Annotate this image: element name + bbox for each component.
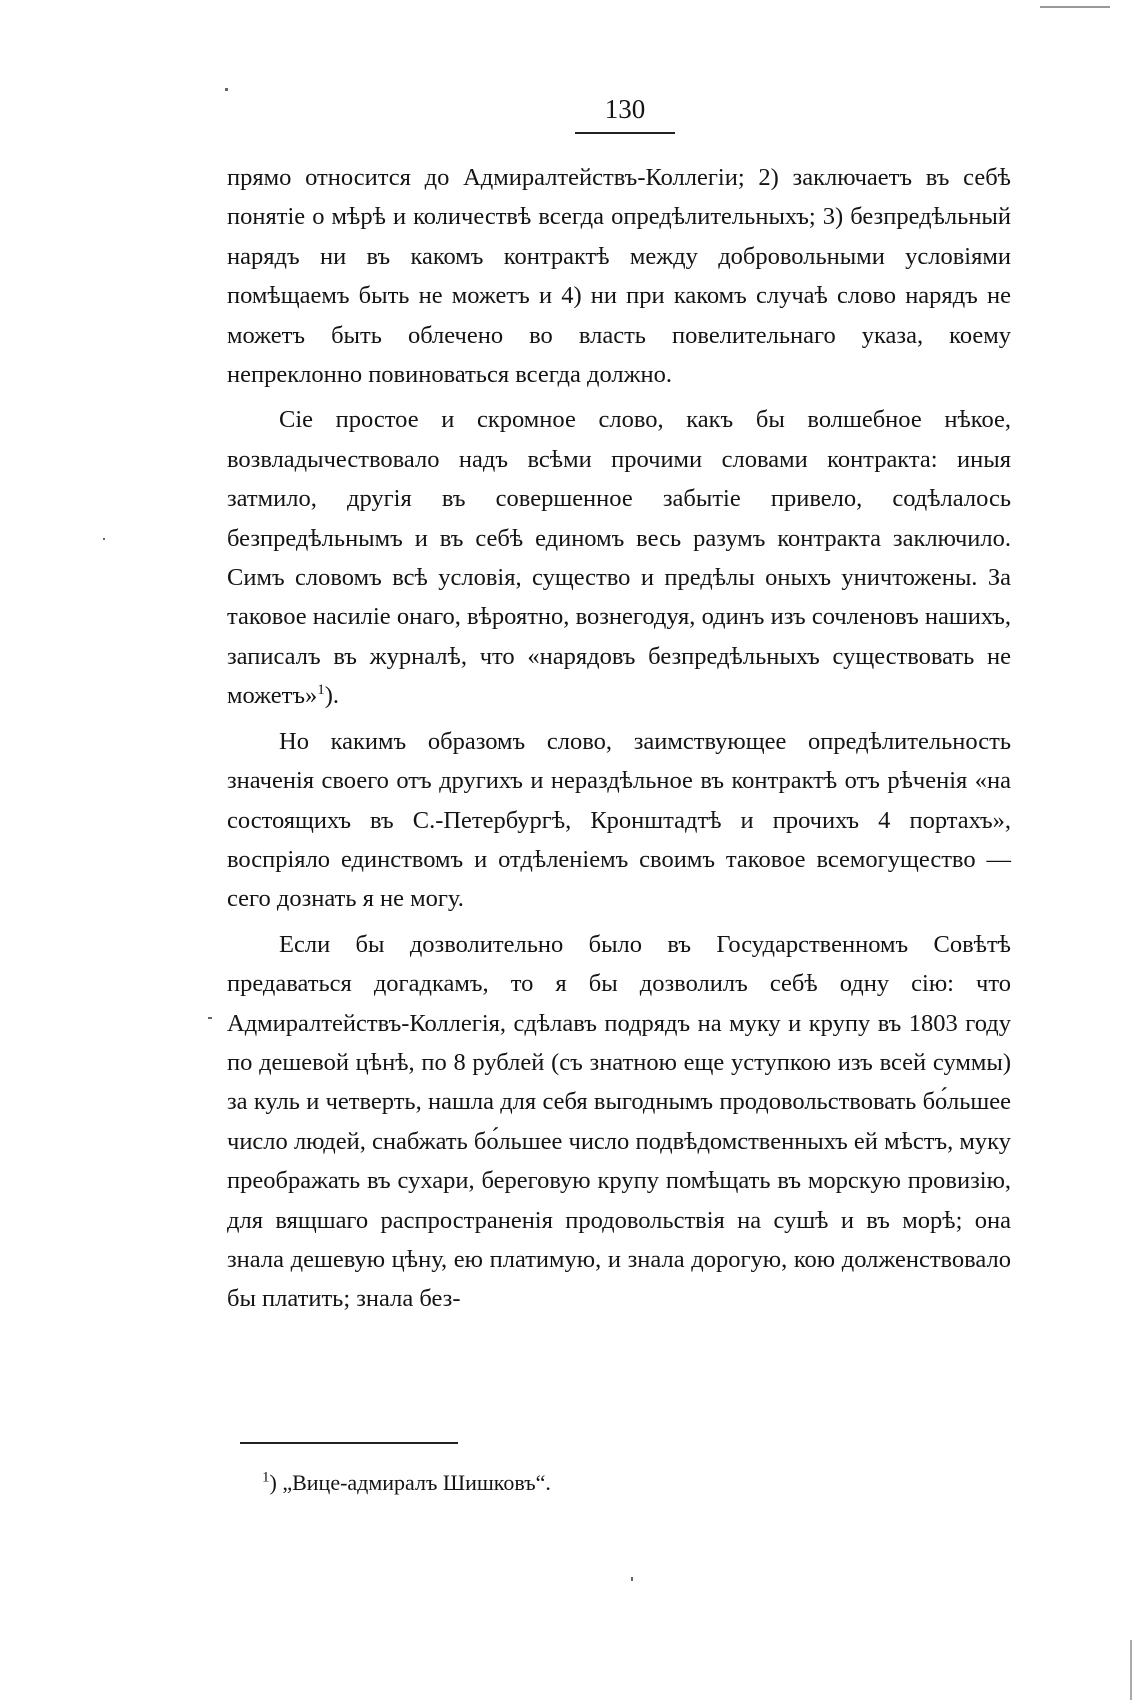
paragraph-1: прямо относится до Адмиралтействъ-Коллегіи; 2) заключаетъ въ себѣ понятіе о мѣрѣ и количествѣ всегда опредѣлительныхъ; 3) безпредѣльный нарядъ ни въ какомъ контрактѣ между добровольными условіями помѣщаемъ быть не можетъ и 4) ни при какомъ случаѣ слово нарядъ не можетъ быть облечено во власть повелительнаго указа, коему непреклонно повиноваться всегда должно. [227,164,1011,389]
footnote-reference: 1 [317,682,325,699]
paragraph-2-tail: ). [324,682,340,710]
page-number: 130 [604,94,646,124]
scan-speck [208,1017,212,1019]
paragraph-4: Если бы дозволительно было въ Государственномъ Совѣтѣ предаваться догадкамъ, то я бы дозволилъ себѣ одну сію: что Адмиралтействъ-Коллегія, сдѣлавъ подрядъ на муку и крупу въ 1803 году по дешевой цѣнѣ, по 8 рублей (съ знатною еще уступкою изъ всей суммы) за куль и четверть, нашла для себя выгоднымъ продовольствовать бо́льшее число людей, снабжать бо́льшее число подвѣдомственныхъ ей мѣстъ, муку преображать въ сухари, береговую крупу помѣщать въ морскую провизію, для вящшаго распространенія продовольствія на сушѣ и въ морѣ; она знала дешевую цѣну, ею платимую, и знала дорогую, кою долженствовало бы платить; знала без- [227,930,1011,1313]
footnote-mark: 1 [262,1469,270,1486]
body-text [227,158,1011,1325]
paragraph-2 [227,400,1011,715]
paragraph-2-text: Сіе простое и скромное слово, какъ бы волшебное нѣкое, возвладычествовало надъ всѣми прочими словами контракта: иныя затмило, другія въ совершенное забытіе привело, содѣлалось безпредѣльнымъ и въ себѣ единомъ весь разумъ контракта заключило. Симъ словомъ всѣ условія, существо и предѣлы оныхъ уничтожены. За таковое насиліе онаго, вѣроятно, вознегодуя, одинъ изъ сочленовъ нашихъ, записалъ въ журналѣ, что «нарядовъ безпредѣльныхъ существовать не можетъ» [227,406,1011,710]
scan-speck [225,88,228,91]
scan-speck [631,1577,633,1581]
scan-speck [1040,6,1110,8]
footnote-rule [240,1442,458,1444]
header-rule [575,132,675,134]
scan-speck [103,538,105,540]
footnote-text: „Вице-адмиралъ Шишковъ“. [282,1470,551,1495]
footnote-mark-paren: ) [269,1470,283,1495]
footnote [262,1468,551,1498]
paragraph-3: Но какимъ образомъ слово, заимствующее опредѣлительность значенія своего отъ другихъ и нераздѣльное въ контрактѣ отъ рѣченія «на состоящихъ въ С.-Петербургѣ, Кронштадтѣ и прочихъ 4 портахъ», воспріяло единствомъ и отдѣленіемъ своимъ таковое всемогущество — сего дознать я не могу. [227,727,1011,913]
scan-speck [1130,1640,1132,1700]
